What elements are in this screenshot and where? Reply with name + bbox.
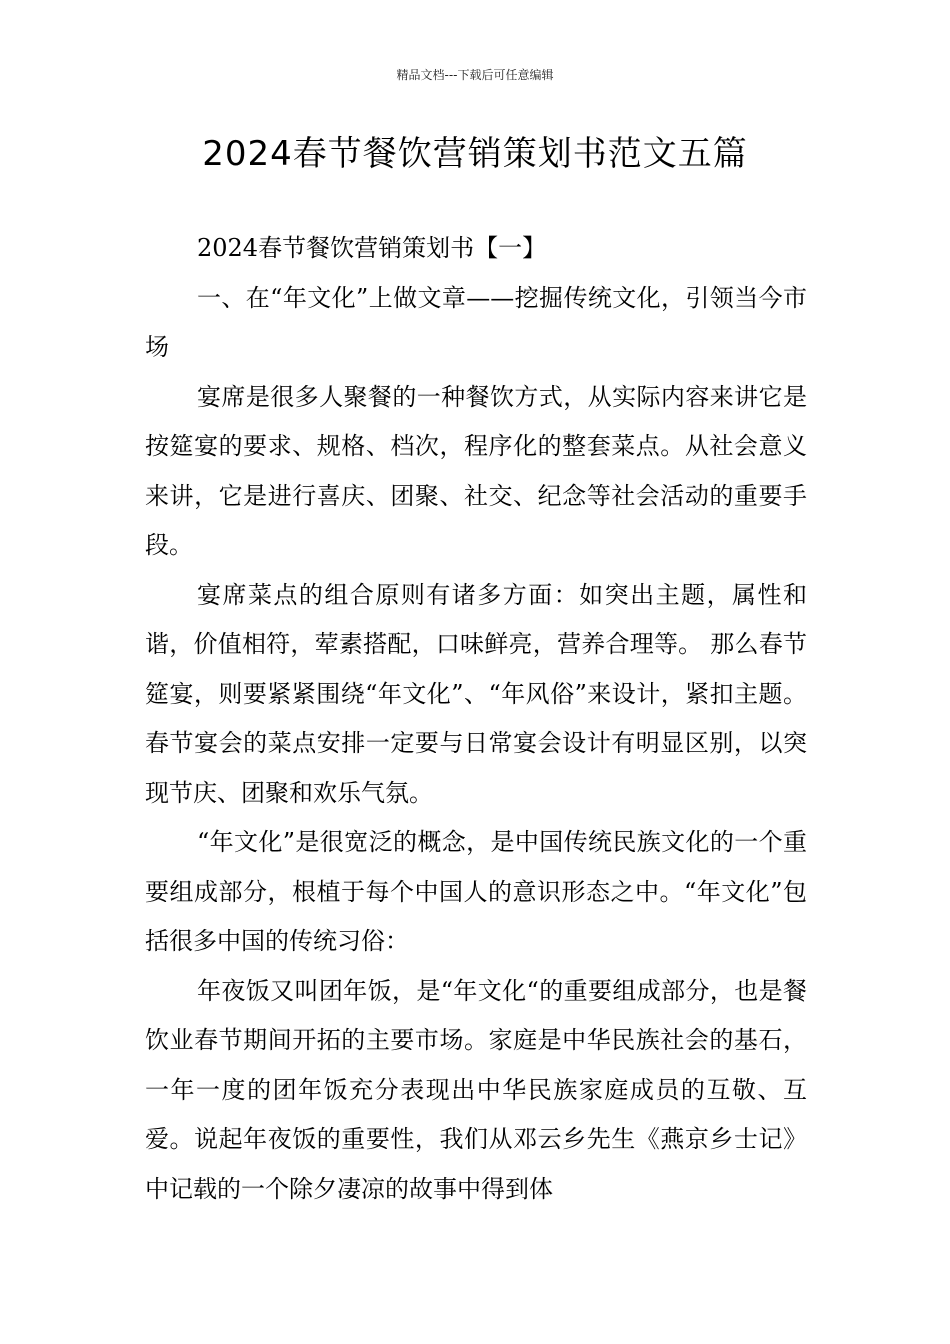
section-heading: 2024春节餐饮营销策划书【一】 bbox=[197, 234, 547, 262]
paragraph: 年夜饭又叫团年饭，是“年文化“的重要组成部分，也是餐饮业春节期间开拓的主要市场。家庭是中华民族社会的基石，一年一度的团年饭充分表现出中华民族家庭成员的互敬、互爱。说起年夜饭的重要性，我们从邓云乡先生《燕京乡士记》中记载的一个除夕凄凉的故事中得到体 bbox=[145, 976, 807, 1203]
paragraph: 一、在“年文化”上做文章——挖掘传统文化，引领当今市场 bbox=[145, 283, 807, 361]
paragraph: 宴席是很多人聚餐的一种餐饮方式，从实际内容来讲它是按筵宴的要求、规格、档次，程序化的整套菜点。从社会意义来讲，它是进行喜庆、团聚、社交、纪念等社会活动的重要手段。 bbox=[145, 382, 807, 559]
paragraph: “年文化”是很宽泛的概念，是中国传统民族文化的一个重要组成部分，根植于每个中国人的意识形态之中。“年文化”包括很多中国的传统习俗： bbox=[145, 828, 807, 955]
page-header: 精品文档---下载后可任意编辑 bbox=[396, 68, 554, 82]
paragraph: 宴席菜点的组合原则有诸多方面：如突出主题，属性和谐，价值相符，荤素搭配，口味鲜亮，营养合理等。 那么春节筵宴，则要紧紧围绕“年文化”、“年风俗”来设计，紧扣主题。春节宴会的菜点安排一定要与日常宴会设计有明显区别，以突现节庆、团聚和欢乐气氛。 bbox=[145, 580, 807, 807]
document-title: 2024春节餐饮营销策划书范文五篇 bbox=[202, 134, 748, 174]
document-body bbox=[145, 224, 807, 1214]
